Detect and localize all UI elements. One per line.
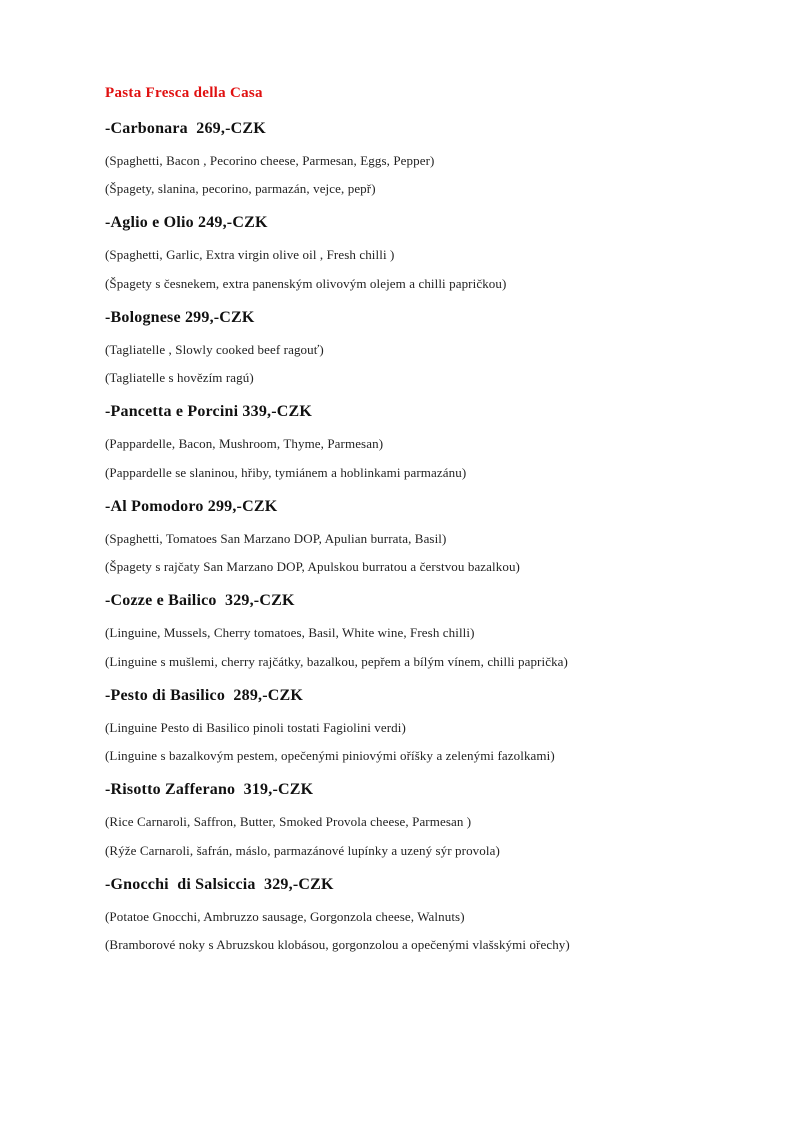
menu-item [105, 402, 724, 481]
menu-item-desc-cz: (Špagety, slanina, pecorino, parmazán, vejce, pepř) [105, 181, 376, 196]
menu-item-desc-cz: (Tagliatelle s hovězím ragú) [105, 370, 254, 385]
menu-item [105, 875, 724, 954]
menu-item-name: -Pesto di Basilico 289,-CZK [105, 686, 304, 704]
menu-items [105, 119, 724, 954]
menu-item [105, 119, 724, 198]
menu-item [105, 780, 724, 859]
menu-item-desc-en: (Tagliatelle , Slowly cooked beef ragouť) [105, 341, 324, 357]
menu-item-desc-en: (Spaghetti, Bacon , Pecorino cheese, Parmesan, Eggs, Pepper) [105, 152, 435, 168]
menu-item-desc-cz: (Špagety s rajčaty San Marzano DOP, Apulskou burratou a čerstvou bazalkou) [105, 559, 520, 574]
menu-item-desc-cz: (Špagety s česnekem, extra panenským olivovým olejem a chilli papričkou) [105, 275, 507, 291]
menu-item [105, 308, 724, 387]
menu-item-desc-cz: (Linguine s bazalkovým pestem, opečenými piniovými oříšky a zelenými fazolkami) [105, 748, 555, 763]
menu-item [105, 213, 724, 292]
menu-item-desc-en: (Spaghetti, Garlic, Extra virgin olive oil , Fresh chilli ) [105, 247, 395, 263]
menu-item-name: -Cozze e Bailico 329,-CZK [105, 592, 295, 610]
menu-item-name: -Aglio e Olio 249,-CZK [105, 214, 268, 232]
menu-item [105, 686, 724, 765]
page-title: Pasta Fresca della Casa [105, 85, 263, 101]
menu-item-desc-cz: (Rýže Carnaroli, šafrán, máslo, parmazánové lupínky a uzený sýr provola) [105, 842, 500, 858]
menu-item-name: -Al Pomodoro 299,-CZK [105, 497, 278, 515]
menu-item-name: -Pancetta e Porcini 339,-CZK [105, 403, 313, 421]
menu-item-desc-en: (Pappardelle, Bacon, Mushroom, Thyme, Parmesan) [105, 436, 384, 452]
menu-item-desc-cz: (Bramborové noky s Abruzskou klobásou, gorgonzolou a opečenými vlašskými ořechy) [105, 937, 570, 952]
menu-item-desc-en: (Potatoe Gnocchi, Ambruzzo sausage, Gorgonzola cheese, Walnuts) [105, 908, 465, 924]
menu-item-desc-en: (Linguine, Mussels, Cherry tomatoes, Basil, White wine, Fresh chilli) [105, 625, 475, 641]
menu-item [105, 497, 724, 576]
menu-item-name: -Carbonara 269,-CZK [105, 119, 266, 137]
menu-item [105, 591, 724, 670]
menu-item-name: -Risotto Zafferano 319,-CZK [105, 781, 314, 799]
menu-item-desc-en: (Linguine Pesto di Basilico pinoli tostati Fagiolini verdi) [105, 719, 406, 735]
menu-item-desc-cz: (Pappardelle se slaninou, hřiby, tymiánem a hoblinkami parmazánu) [105, 464, 467, 480]
menu-item-desc-en: (Spaghetti, Tomatoes San Marzano DOP, Apulian burrata, Basil) [105, 530, 447, 546]
menu-item-name: -Gnocchi di Salsiccia 329,-CZK [105, 875, 334, 893]
menu-item-desc-cz: (Linguine s mušlemi, cherry rajčátky, bazalkou, pepřem a bílým vínem, chilli paprička) [105, 653, 568, 669]
menu-item-desc-en: (Rice Carnaroli, Saffron, Butter, Smoked Provola cheese, Parmesan ) [105, 814, 472, 830]
menu-item-name: -Bolognese 299,-CZK [105, 308, 255, 326]
